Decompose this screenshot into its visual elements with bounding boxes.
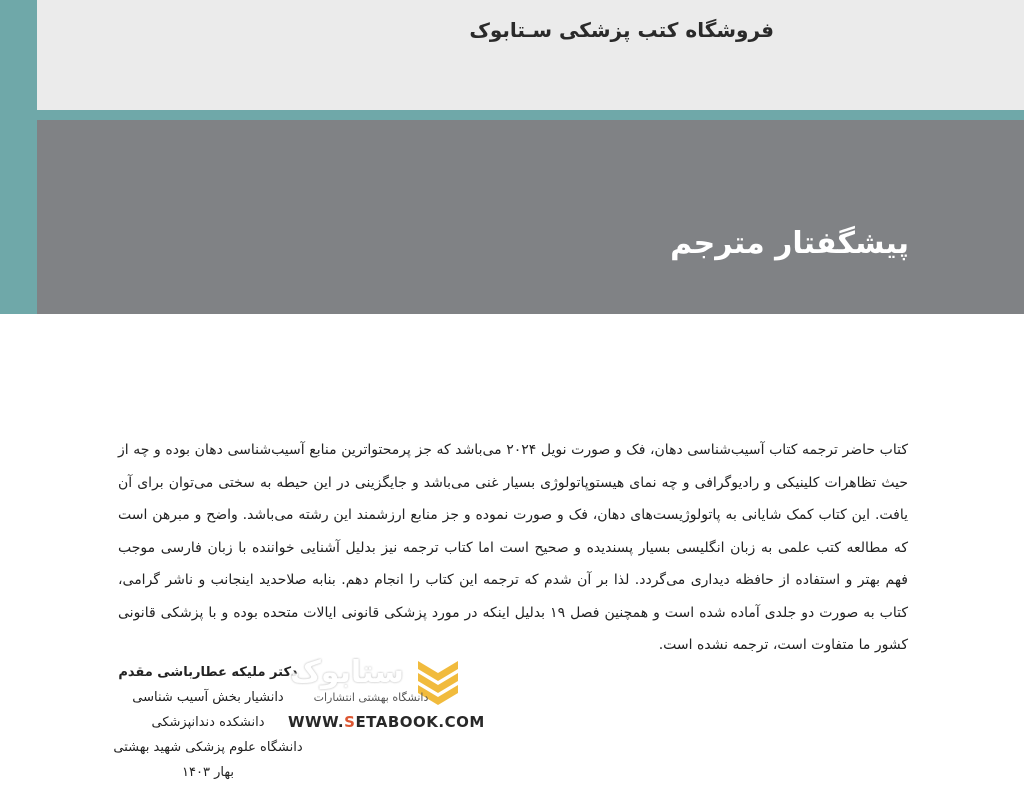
preface-paragraph: کتاب حاضر ترجمه کتاب آسیب‌شناسی دهان، فک و صورت نویل ۲۰۲۴ می‌باشد که جز پرمحتواترین منابع آسیب‌شناسی دهان بوده و چه از حیث تظاهرات کلینیکی و رادیوگرافی و چه نمای هیستوپاتولوژی بسیار غنی می‌باشد و جایگزینی در این حیطه به سختی می‌توان برای آن یافت. این کتاب کمک شایانی به پاتولوژیست‌های دهان، فک و صورت نموده و جز منابع ارزشمند این رشته می‌باشد. واضح و مبرهن است که مطالعه کتب علمی به زبان انگلیسی بسیار پسندیده و صحیح است اما کتاب ترجمه نیز بدلیل آشنایی خواننده با زبان فارسی موجب فهم بهتر و استفاده از حافظه دیداری می‌گردد. لذا بر آن شدم که ترجمه این کتاب را انجام دهم. بنابه صلاحدید اینجانب و ناشر گرامی، کتاب به صورت دو جلدی آماده شده است و همچنین فصل ۱۹ بدلیل اینکه در مورد پزشکی قانونی ایالات متحده بوده و با پزشکی قانونی کشور ما متفاوت است، ترجمه نشده است.: [118, 442, 908, 653]
left-teal-bar: [0, 0, 37, 314]
watermark-brand-word: ستابوک: [290, 655, 404, 690]
page-header-band: [37, 0, 1024, 110]
preface-date: بهار ۱۴۰۳: [182, 765, 234, 780]
chapter-banner: [37, 120, 1024, 314]
watermark-url-prefix: WWW.: [288, 713, 345, 731]
translator-university: دانشگاه علوم پزشکی شهید بهشتی: [113, 740, 303, 755]
translator-name: دکتر ملیکه عطارباشی مقدم: [118, 665, 298, 680]
watermark-url-accent: S: [344, 713, 356, 731]
watermark-tagline: دانشگاه بهشتی انتشارات: [313, 691, 429, 704]
teal-divider: [37, 110, 1024, 120]
watermark-url: [288, 713, 485, 731]
store-title: فروشگاه کتب پزشکی سـتابوک: [469, 18, 774, 42]
chapter-title: پیشگفتار مترجم: [670, 226, 909, 261]
setabook-watermark: [276, 655, 485, 735]
translator-position: دانشیار بخش آسیب شناسی دانشکده دندانپزشکی: [132, 690, 284, 730]
watermark-url-suffix: ETABOOK.COM: [355, 713, 485, 731]
